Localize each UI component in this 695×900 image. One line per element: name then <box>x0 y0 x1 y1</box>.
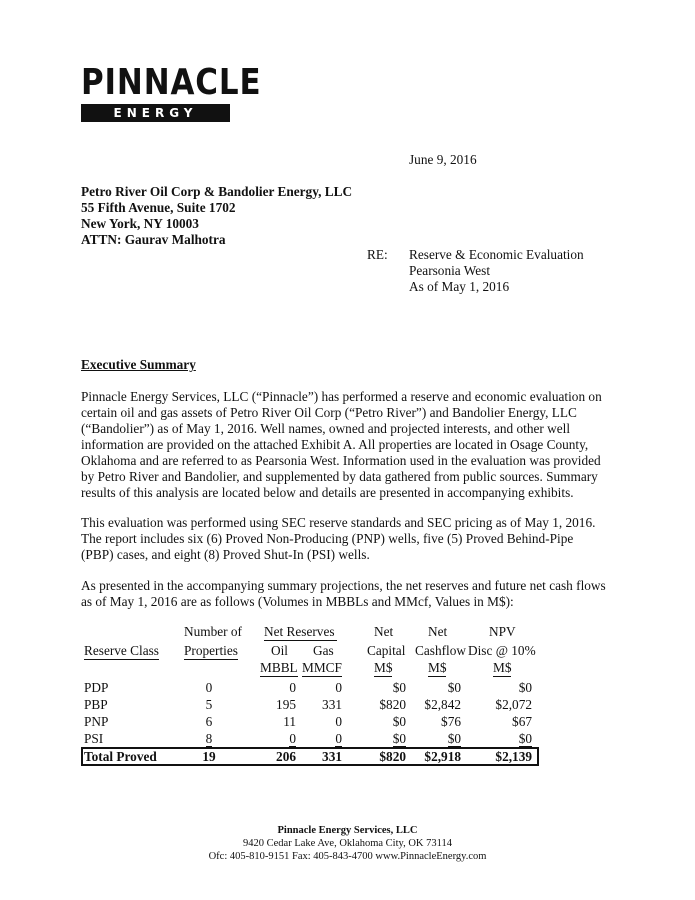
row-cashflow <box>408 731 461 747</box>
logo-wordmark: PINNACLE <box>81 62 262 103</box>
paragraph-summary <box>81 578 681 610</box>
row-class: PDP <box>84 680 109 695</box>
logo-subtitle: ENERGY <box>81 104 230 122</box>
row-capital: $820 <box>379 697 406 712</box>
paragraph-line: as of May 1, 2016 are as follows (Volumes in MBBLs and MMcf, Values in M$): <box>81 594 514 609</box>
capital-subtotal-value: $0 <box>392 731 406 746</box>
row-cashflow: $2,842 <box>424 697 461 712</box>
row-oil: 0 <box>289 680 296 695</box>
total-cashflow: $2,918 <box>424 749 461 764</box>
company-logo <box>81 62 262 122</box>
row-oil <box>256 731 296 747</box>
re-line: As of May 1, 2016 <box>409 279 510 294</box>
addressee-line: ATTN: Gaurav Malhotra <box>81 232 226 247</box>
header-net-cashflow-1: Net <box>428 624 448 639</box>
header-mbbl: MBBL <box>260 660 298 675</box>
header-net-reserves: Net Reserves <box>264 624 337 641</box>
row-npv: $0 <box>518 680 532 695</box>
row-capital: $0 <box>392 680 406 695</box>
addressee-line: New York, NY 10003 <box>81 216 199 231</box>
paragraph-line: (“Bandolier”) as of May 1, 2016. Well names, owned and projected interests, and other well <box>81 421 571 436</box>
row-oil: 195 <box>276 697 296 712</box>
row-capital: $0 <box>392 714 406 729</box>
paragraph-line: by Petro River and Bandolier, and supplemented by data gathered from public sources. Summary <box>81 469 598 484</box>
paragraph-line: (PBP) cases, and eight (8) Proved Shut-In (PSI) wells. <box>81 547 370 562</box>
total-capital: $820 <box>379 749 406 764</box>
row-gas: 0 <box>335 714 342 729</box>
letter-date: June 9, 2016 <box>409 152 477 167</box>
header-reserve-class: Reserve Class <box>84 643 159 658</box>
paragraph-line: As presented in the accompanying summary projections, the net reserves and future net cash flows <box>81 578 606 593</box>
row-capital <box>352 731 406 747</box>
header-cashflow-units: M$ <box>428 660 447 675</box>
header-net-capital-2: Capital <box>367 643 406 658</box>
paragraph-line: Pinnacle Energy Services, LLC (“Pinnacle”) has performed a reserve and economic evaluation on <box>81 389 602 404</box>
addressee-block <box>81 184 352 248</box>
npv-subtotal-value: $0 <box>518 731 532 746</box>
paragraph-line: This evaluation was performed using SEC reserve standards and SEC pricing as of May 1, 2016. <box>81 515 596 530</box>
header-net-capital-1: Net <box>374 624 394 639</box>
header-npv-1: NPV <box>489 624 516 639</box>
header-npv-2: Disc @ 10% <box>468 643 536 658</box>
paragraph-intro <box>81 389 681 501</box>
cashflow-subtotal-value: $0 <box>447 731 461 746</box>
row-npv <box>472 731 532 747</box>
paragraph-line: Oklahoma and are referred to as Pearsonia West. Information used in the evaluation was provided <box>81 453 601 468</box>
section-heading: Executive Summary <box>81 357 196 372</box>
row-properties: 6 <box>205 714 213 729</box>
header-capital-units: M$ <box>374 660 393 675</box>
row-properties: 5 <box>205 697 213 712</box>
paragraph-line: certain oil and gas assets of Petro River Oil Corp (“Petro River”) and Bandolier Energy, LLC <box>81 405 577 420</box>
paragraph-line: results of this analysis are located below and details are presented in accompanying exhibits. <box>81 485 574 500</box>
footer-company: Pinnacle Energy Services, LLC <box>277 825 418 836</box>
re-label: RE: <box>367 247 388 262</box>
row-class: PNP <box>84 714 109 729</box>
paragraph-line: The report includes six (6) Proved Non-Producing (PNP) wells, five (5) Proved Behind-Pipe <box>81 531 574 546</box>
total-gas: 331 <box>322 749 342 764</box>
header-npv-units: M$ <box>493 660 512 675</box>
properties-subtotal-value: 8 <box>205 731 213 746</box>
row-properties: 0 <box>205 680 213 695</box>
row-oil: 11 <box>283 714 296 729</box>
row-npv: $2,072 <box>495 697 532 712</box>
total-npv: $2,139 <box>495 749 532 764</box>
re-line: Reserve & Economic Evaluation <box>409 247 584 262</box>
gas-subtotal-value: 0 <box>335 731 342 746</box>
footer-contact: Ofc: 405-810-9151 Fax: 405-843-4700 www.PinnacleEnergy.com <box>208 851 487 862</box>
row-properties <box>196 731 222 747</box>
header-gas: Gas <box>313 643 334 658</box>
header-number-of: Number of <box>184 624 242 639</box>
row-gas: 331 <box>322 697 342 712</box>
total-class: Total Proved <box>84 749 157 764</box>
row-class: PBP <box>84 697 108 712</box>
footer-address: 9420 Cedar Lake Ave, Oklahoma City, OK 73114 <box>243 838 452 849</box>
row-gas <box>300 731 342 747</box>
addressee-line: Petro River Oil Corp & Bandolier Energy, LLC <box>81 184 353 199</box>
row-gas: 0 <box>335 680 342 695</box>
row-npv: $67 <box>512 714 532 729</box>
row-cashflow: $0 <box>447 680 461 695</box>
paragraph-line: information are provided on the attached Exhibit A. All properties are located in Osage County, <box>81 437 589 452</box>
re-line: Pearsonia West <box>409 263 491 278</box>
total-oil: 206 <box>276 749 296 764</box>
oil-subtotal-value: 0 <box>289 731 296 746</box>
header-net-cashflow-2: Cashflow <box>415 643 466 658</box>
addressee-line: 55 Fifth Avenue, Suite 1702 <box>81 200 236 215</box>
header-properties: Properties <box>184 643 238 658</box>
re-block <box>409 247 584 295</box>
row-class: PSI <box>84 731 104 746</box>
total-properties: 19 <box>202 749 216 764</box>
row-cashflow: $76 <box>441 714 461 729</box>
header-oil: Oil <box>271 643 288 658</box>
header-mmcf: MMCF <box>302 660 342 675</box>
paragraph-standards <box>81 515 681 563</box>
